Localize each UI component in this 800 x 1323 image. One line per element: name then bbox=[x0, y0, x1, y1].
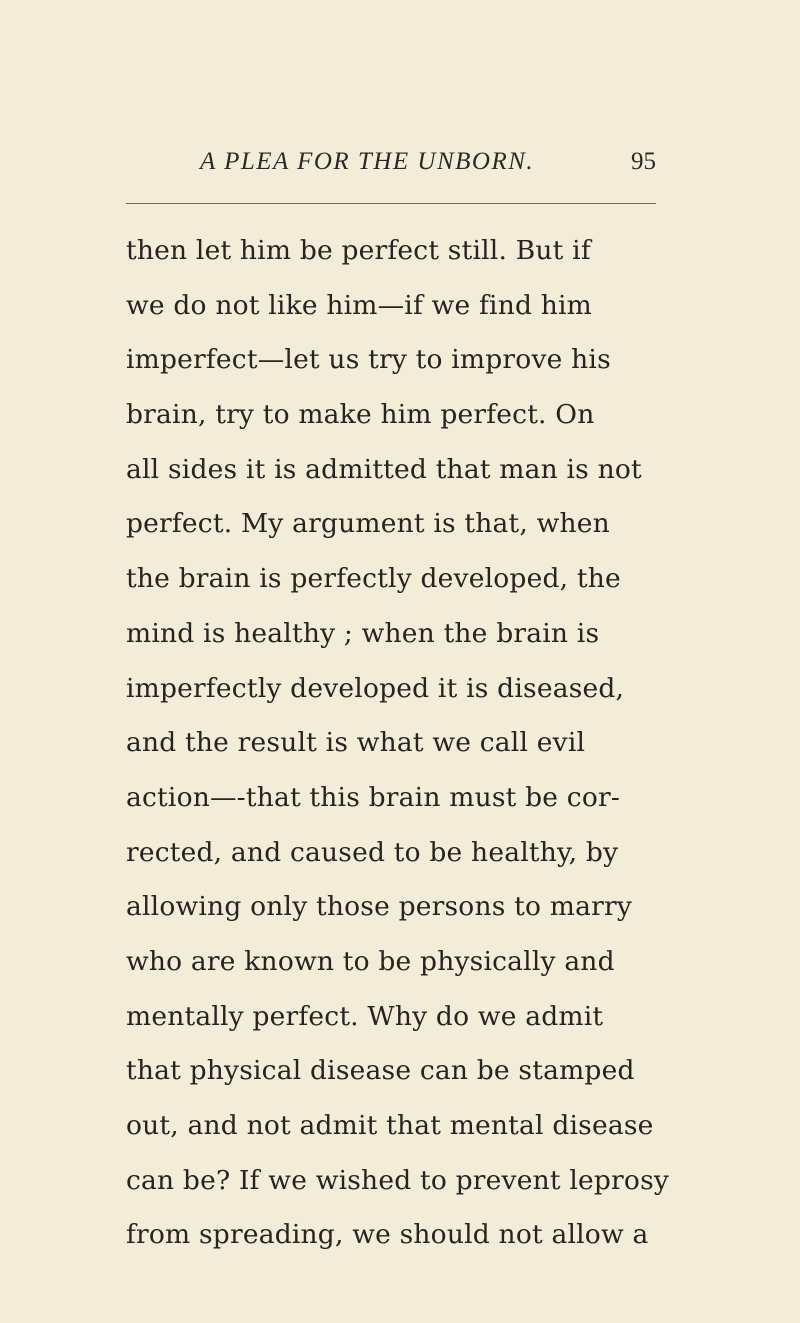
text-line: perfect. My argument is that, when bbox=[126, 508, 610, 540]
text-line: mind is healthy ; when the brain is bbox=[126, 617, 600, 649]
text-line: can be? If we wished to prevent leprosy bbox=[126, 1164, 670, 1196]
text-line: the brain is perfectly developed, the bbox=[126, 563, 621, 595]
text-line: brain, try to make him perfect. On bbox=[126, 399, 595, 431]
text-line: then let him be perfect still. But if bbox=[126, 235, 591, 266]
text-line: out, and not admit that mental disease bbox=[126, 1110, 654, 1141]
text-line: who are known to be physically and bbox=[126, 945, 615, 977]
text-line: all sides it is admitted that man is not bbox=[126, 453, 642, 485]
text-line: that physical disease can be stamped bbox=[126, 1055, 635, 1087]
text-line: imperfect—let us try to improve his bbox=[126, 344, 611, 376]
running-head bbox=[126, 148, 656, 184]
text-line: allowing only those persons to marry bbox=[126, 891, 633, 923]
text-line: and the result is what we call evil bbox=[126, 727, 586, 759]
text-line: action—-that this brain must be cor- bbox=[126, 781, 620, 813]
body-text bbox=[126, 224, 670, 1263]
text-line: rected, and caused to be healthy, by bbox=[126, 836, 619, 868]
text-line: imperfectly developed it is diseased, bbox=[126, 672, 625, 704]
text-line: we do not like him—if we find him bbox=[126, 289, 593, 321]
running-title: A PLEA FOR THE UNBORN. bbox=[200, 148, 535, 175]
text-line: mentally perfect. Why do we admit bbox=[126, 1000, 604, 1032]
header-rule bbox=[126, 203, 656, 204]
page-number: 95 bbox=[631, 148, 656, 175]
text-line: from spreading, we should not allow a bbox=[126, 1219, 649, 1251]
